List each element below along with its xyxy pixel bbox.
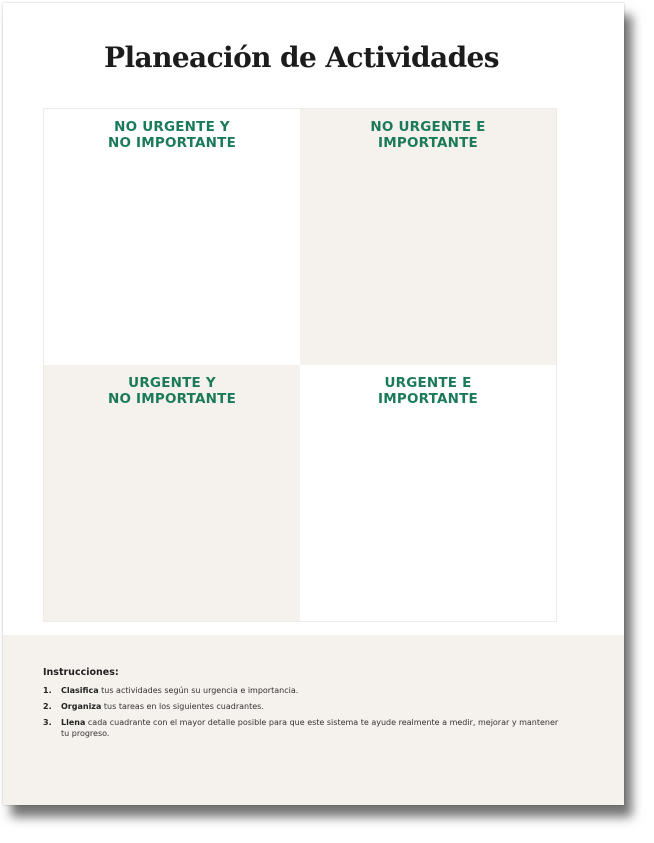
quadrant-label: NO URGENTE E IMPORTANTE bbox=[370, 119, 486, 151]
instruction-item bbox=[43, 685, 563, 696]
page-title: Planeación de Actividades bbox=[104, 41, 499, 74]
quadrant-not-urgent-important bbox=[300, 109, 556, 365]
quadrant-urgent-important bbox=[300, 365, 556, 621]
quadrant-label: URGENTE E IMPORTANTE bbox=[378, 375, 478, 407]
quadrant-urgent-not-important bbox=[44, 365, 300, 621]
quadrant-label: URGENTE Y NO IMPORTANTE bbox=[107, 375, 237, 407]
quadrant-label: NO URGENTE Y NO IMPORTANTE bbox=[107, 119, 237, 151]
instruction-keyword: Organiza bbox=[61, 702, 102, 711]
instruction-text: tus actividades según su urgencia e importancia. bbox=[98, 686, 299, 695]
instruction-number: 3. bbox=[43, 718, 52, 727]
instructions-list bbox=[43, 685, 563, 744]
instruction-item bbox=[43, 717, 563, 739]
instruction-number: 1. bbox=[43, 686, 52, 695]
document-sheet bbox=[3, 3, 624, 805]
instruction-keyword: Clasifica bbox=[61, 686, 99, 695]
instructions-heading: Instrucciones: bbox=[43, 667, 119, 678]
instruction-text: cada cuadrante con el mayor detalle posible para que este sistema te ayude realmente a medir, mejorar y mantener tu progreso. bbox=[61, 718, 559, 738]
instruction-keyword: Llena bbox=[61, 718, 86, 727]
instruction-text: tus tareas en los siguientes cuadrantes. bbox=[101, 702, 264, 711]
quadrant-not-urgent-not-important bbox=[44, 109, 300, 365]
instruction-item bbox=[43, 701, 563, 712]
instruction-number: 2. bbox=[43, 702, 52, 711]
instructions-panel bbox=[3, 635, 624, 805]
eisenhower-matrix bbox=[43, 108, 557, 622]
